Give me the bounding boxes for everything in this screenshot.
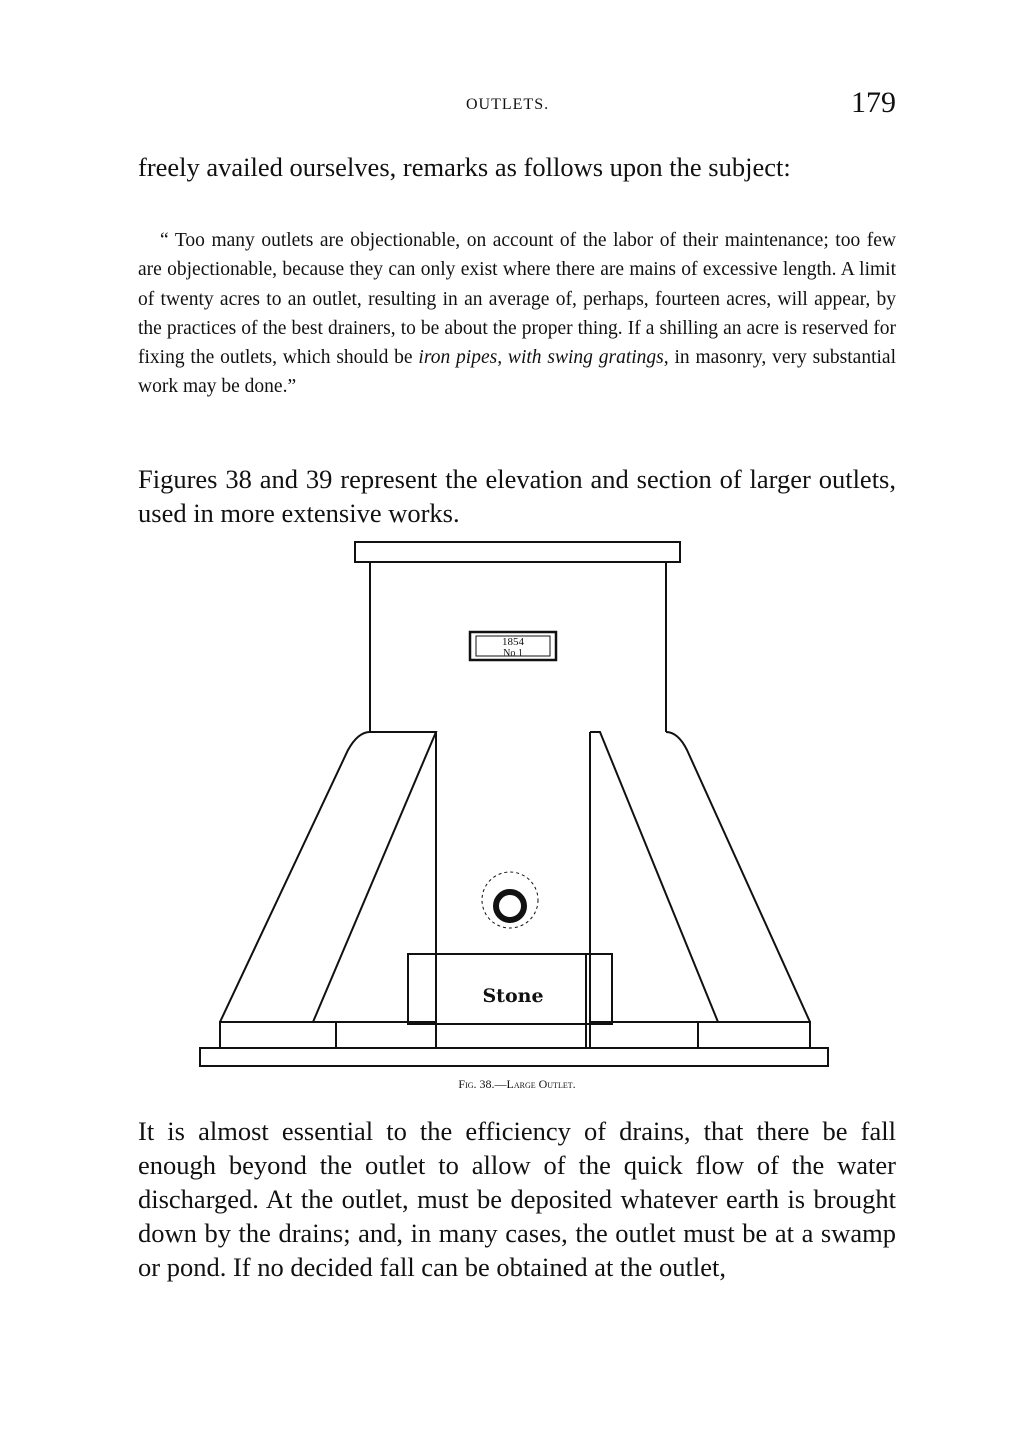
- figure-caption: Fig. 38.—Large Outlet.: [458, 1077, 576, 1091]
- footing-stone-1: [220, 1022, 336, 1048]
- large-outlet-drawing: [190, 536, 840, 1076]
- quote-paragraph: [138, 226, 896, 402]
- base-slab: [200, 1048, 828, 1066]
- footing-stone-3: [590, 1022, 698, 1048]
- left-wing-inner: [313, 732, 436, 1022]
- footing-stone-4: [698, 1022, 810, 1048]
- stone-label: Stone: [482, 985, 544, 1007]
- figures-intro-paragraph: Figures 38 and 39 represent the elevation and section of larger outlets, used in more extensive works.: [138, 464, 896, 528]
- plaque-number: No 1: [503, 648, 523, 659]
- left-wing-outer: [220, 732, 370, 1022]
- page-number: 179: [851, 86, 896, 119]
- running-title: OUTLETS.: [466, 96, 550, 113]
- footing-stone-2: [336, 1022, 436, 1048]
- quote-text-end: , in masonry, very substantial work may be done.”: [138, 347, 896, 398]
- quote-text-start: “ Too many outlets are objectionable, on account of the labor of their maintenance; too few are objectionable, because they can only exist where there are mains of excessive length. A limit of twenty acres to an outlet, resulting in an average of, perhaps, fourteen acres, will appear, by the practices of the best drainers, to be about the proper thing. If a shilling an acre is reserved for fixing the outlets, which should be: [138, 230, 896, 369]
- plaque-year: 1854: [502, 636, 524, 648]
- right-wing-outer: [666, 732, 810, 1022]
- outlet-cap: [355, 542, 680, 562]
- closing-paragraph: It is almost essential to the efficiency of drains, that there be fall enough beyond the outlet to allow of the quick flow of the water discharged. At the outlet, must be deposited whatever earth is brought down by the drains; and, in many cases, the outlet must be at a swamp or pond. If no decided fall can be obtained at the outlet,: [138, 1116, 896, 1282]
- quote-italic-text: iron pipes, with swing gratings: [418, 347, 664, 369]
- pipe-opening: [496, 892, 524, 920]
- outlet-figure: [190, 536, 840, 1076]
- intro-paragraph: freely availed ourselves, remarks as follows upon the subject:: [138, 152, 791, 182]
